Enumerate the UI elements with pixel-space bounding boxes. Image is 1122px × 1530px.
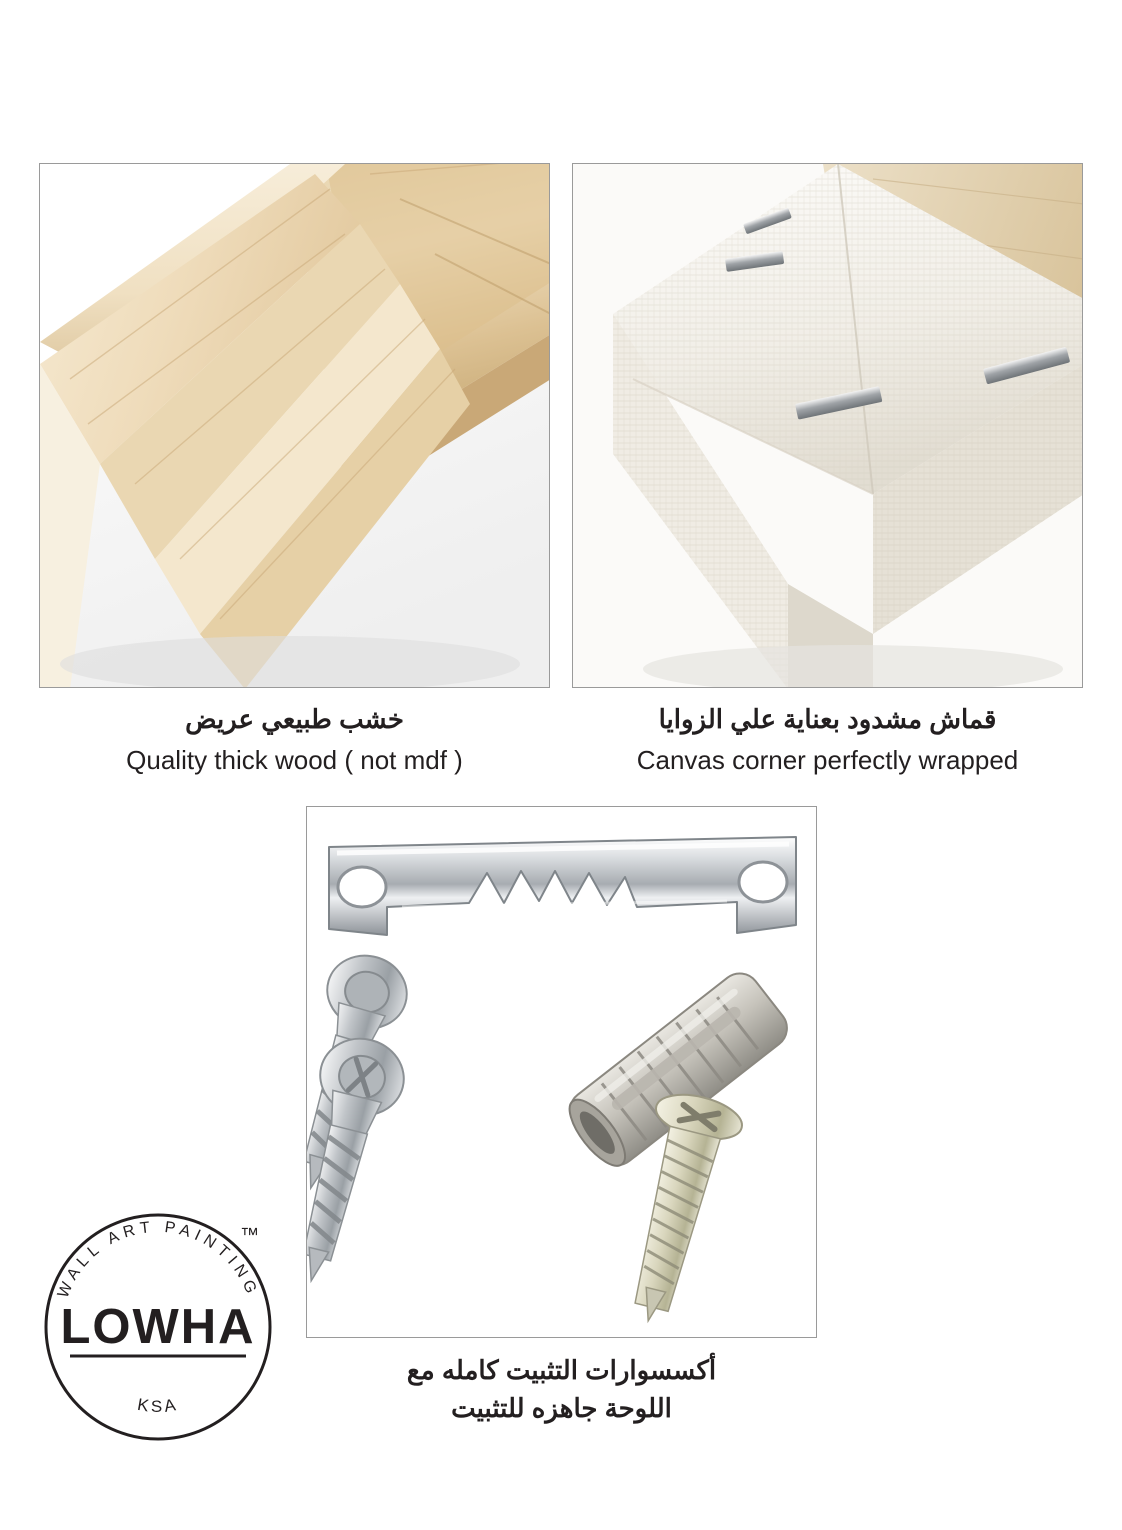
- svg-text:KSA: [136, 1395, 180, 1416]
- hardware-caption-ar: [407, 1352, 716, 1427]
- logo-trademark: ™: [240, 1225, 259, 1246]
- brand-logo: [27, 1196, 289, 1458]
- logo-country: KSA: [135, 1394, 181, 1416]
- feature-mounting-hardware: [305, 806, 818, 1427]
- features-row: [38, 163, 1084, 776]
- mounting-hardware-illustration: [307, 807, 817, 1338]
- feature-caption-en: Canvas corner perfectly wrapped: [636, 744, 1019, 775]
- svg-text:WALL ART PAINTING: [55, 1219, 261, 1301]
- canvas-corner-illustration: [573, 164, 1083, 688]
- feature-caption-en: Quality thick wood ( not mdf ): [126, 744, 463, 775]
- logo-wordmark: LOWHA: [60, 1300, 256, 1354]
- hardware-caption-line2: اللوحة جاهزه للتثبيت: [451, 1392, 672, 1423]
- mounting-hardware-photo: [306, 806, 817, 1338]
- wood-frame-illustration: [40, 164, 550, 688]
- feature-caption-ar: خشب طبيعي عريض: [185, 704, 404, 734]
- lowha-logo-mark: [27, 1196, 289, 1458]
- hardware-caption-line1: أكسسوارات التثبيت كامله مع: [406, 1355, 717, 1385]
- feature-caption-ar: قماش مشدود بعناية علي الزوايا: [658, 704, 997, 734]
- canvas-corner-photo: [572, 163, 1083, 688]
- feature-canvas-corner: [571, 163, 1084, 776]
- feature-thick-wood: [38, 163, 551, 776]
- logo-tagline: WALL ART PAINTING: [54, 1218, 262, 1301]
- wood-frame-photo: [39, 163, 550, 688]
